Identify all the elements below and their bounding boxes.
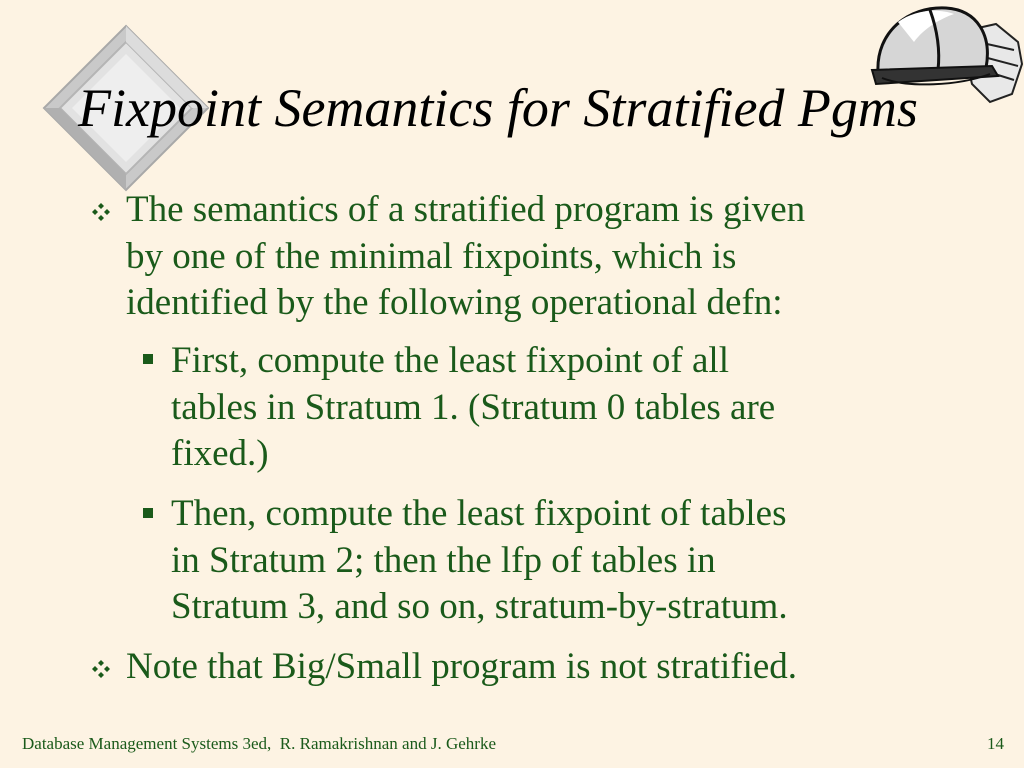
bullet-line: tables in Stratum 1. (Stratum 0 tables are	[171, 386, 776, 428]
sub-bullet-item	[171, 491, 788, 631]
four-diamond-bullet-icon	[92, 203, 110, 221]
square-bullet-icon	[143, 508, 153, 518]
bullet-line: Note that Big/Small program is not stratified.	[126, 646, 798, 687]
bullet-item	[126, 187, 805, 327]
page-number: 14	[987, 734, 1004, 753]
square-bullet-icon	[143, 354, 153, 364]
bullet-line: by one of the minimal fixpoints, which is	[126, 235, 737, 277]
bullet-line: First, compute the least fixpoint of all	[171, 340, 729, 381]
bullet-line: fixed.)	[171, 433, 269, 474]
bullet-line: in Stratum 2; then the lfp of tables in	[171, 539, 716, 581]
slide-title: Fixpoint Semantics for Stratified Pgms	[78, 78, 918, 138]
bullet-line: The semantics of a stratified program is given	[126, 189, 806, 230]
sub-bullet-item	[171, 338, 775, 478]
footer-citation: Database Management Systems 3ed, R. Ramakrishnan and J. Gehrke	[22, 734, 496, 753]
four-diamond-bullet-icon	[92, 660, 110, 678]
bullet-line: identified by the following operational defn:	[126, 282, 783, 323]
bullet-item	[126, 644, 797, 691]
bullet-line: Then, compute the least fixpoint of tables	[171, 493, 787, 534]
bullet-line: Stratum 3, and so on, stratum-by-stratum.	[171, 586, 788, 627]
